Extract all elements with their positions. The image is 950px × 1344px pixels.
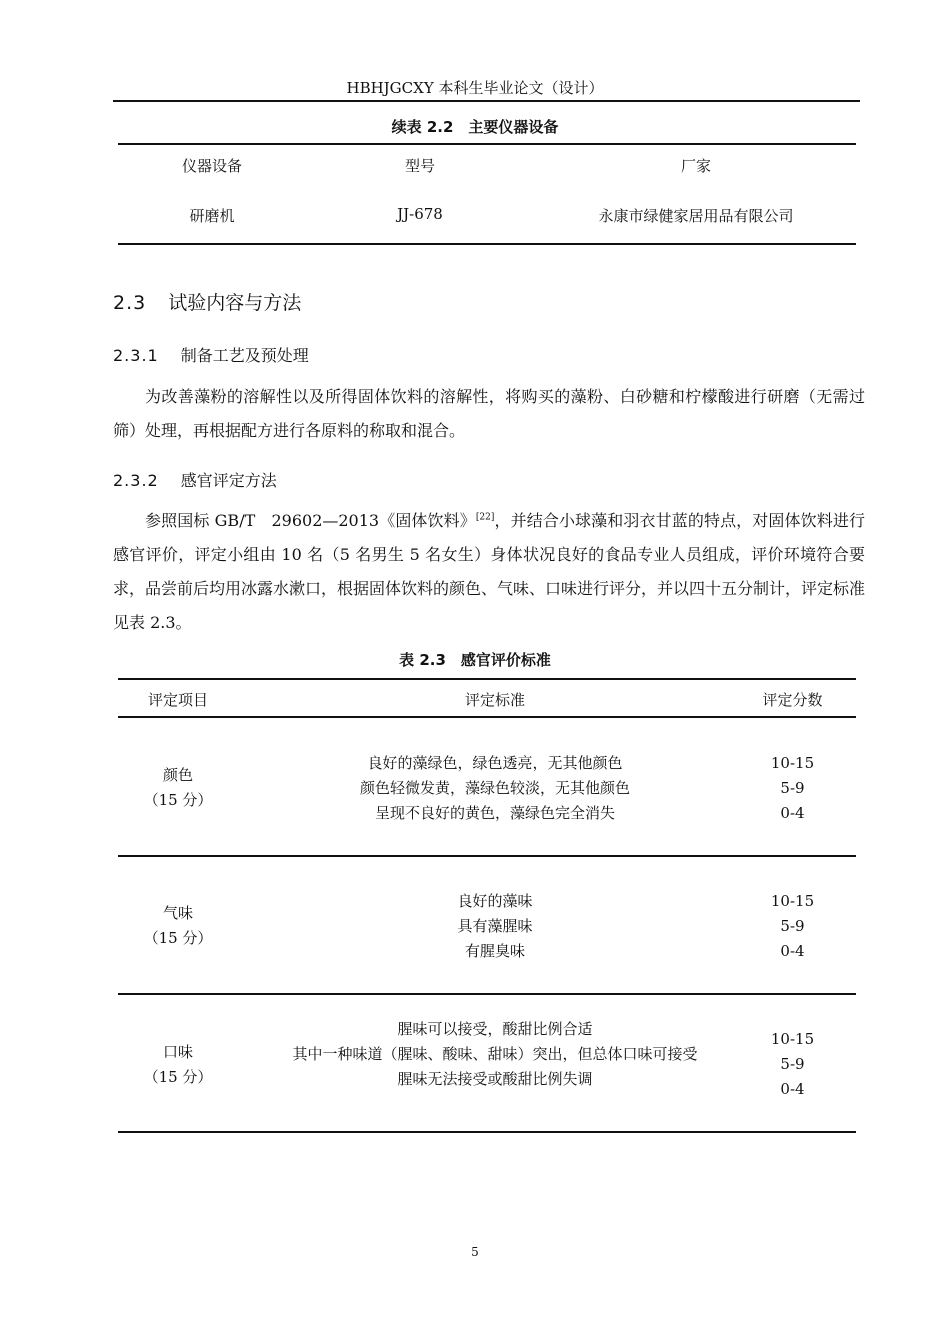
table-2-3-header-criteria: 评定标准 bbox=[464, 691, 525, 709]
table-row-criteria bbox=[285, 889, 705, 964]
criterion: 颜色轻微发黄，藻绿色较淡，无其他颜色 bbox=[359, 779, 630, 797]
table-row-criteria bbox=[285, 751, 705, 826]
table-2-3-caption: 表 2.3 感官评价标准 bbox=[399, 651, 551, 669]
table-row-divider bbox=[118, 993, 856, 995]
criterion: 腥味无法接受或酸甜比例失调 bbox=[397, 1070, 593, 1088]
criterion bbox=[285, 1042, 705, 1067]
section-number: 2.3 bbox=[113, 292, 147, 314]
subsection-number-2: 2.3.2 bbox=[113, 471, 159, 490]
table-2-3-top-rule bbox=[118, 678, 856, 680]
table-row-criteria bbox=[285, 1017, 705, 1092]
score: 0-4 bbox=[780, 804, 805, 822]
criterion: 有腥臭味 bbox=[464, 942, 525, 960]
subsection-number-1: 2.3.1 bbox=[113, 346, 159, 365]
criterion: 良好的藻味 bbox=[457, 892, 533, 910]
header-rule bbox=[113, 100, 860, 102]
criterion: 具有藻腥味 bbox=[457, 917, 533, 935]
subsection-title-2: 感官评定方法 bbox=[180, 471, 277, 490]
running-header: HBHJGCXY 本科生毕业论文（设计） bbox=[346, 79, 604, 97]
score: 0-4 bbox=[780, 1080, 805, 1098]
citation-ref: [22] bbox=[475, 512, 495, 523]
table-2-2-header-model: 型号 bbox=[404, 157, 435, 175]
table-row-divider bbox=[118, 855, 856, 857]
table-2-2-header-maker: 厂家 bbox=[680, 157, 711, 175]
table-2-2-caption: 续表 2.2 主要仪器设备 bbox=[391, 118, 559, 136]
criterion: 呈现不良好的黄色，藻绿色完全消失 bbox=[374, 804, 615, 822]
criterion: 良好的藻绿色，绿色透亮，无其他颜色 bbox=[367, 754, 623, 772]
table-2-3-header-rule bbox=[118, 716, 856, 718]
item-name: 颜色 bbox=[162, 766, 193, 784]
table-2-3-header-score: 评定分数 bbox=[762, 691, 823, 709]
table-row-scores bbox=[735, 889, 850, 964]
score: 5-9 bbox=[780, 1055, 805, 1073]
section-heading bbox=[113, 288, 301, 315]
table-row-scores bbox=[735, 751, 850, 826]
subsection-heading-2 bbox=[113, 468, 277, 491]
item-points: （15 分） bbox=[143, 791, 213, 809]
table-2-2-cell-equipment: 研磨机 bbox=[189, 207, 235, 225]
paragraph-sensory-method bbox=[113, 504, 865, 640]
score: 5-9 bbox=[780, 779, 805, 797]
score: 10-15 bbox=[770, 892, 815, 910]
subsection-heading-1 bbox=[113, 343, 309, 366]
table-row-scores bbox=[735, 1027, 850, 1102]
criterion-wrapped: 其中一种味道（腥味、酸味、甜味）突出，但总体口味可接受 bbox=[292, 1045, 698, 1063]
table-2-2-cell-maker: 永康市绿健家居用品有限公司 bbox=[598, 207, 794, 225]
table-row-item bbox=[118, 763, 238, 813]
table-row-item bbox=[118, 1040, 238, 1090]
item-points: （15 分） bbox=[143, 1068, 213, 1086]
score: 10-15 bbox=[770, 1030, 815, 1048]
table-2-2-header-equipment: 仪器设备 bbox=[181, 157, 242, 175]
page-number: 5 bbox=[471, 1245, 479, 1259]
paragraph-text-before-ref: 参照国标 GB/T 29602—2013《固体饮料》 bbox=[145, 511, 476, 530]
score: 10-15 bbox=[770, 754, 815, 772]
table-2-2-top-rule bbox=[118, 143, 856, 145]
item-points: （15 分） bbox=[143, 929, 213, 947]
table-2-3-header-item: 评定项目 bbox=[147, 691, 208, 709]
table-2-3-bottom-rule bbox=[118, 1131, 856, 1133]
paragraph-preprocessing: 为改善藻粉的溶解性以及所得固体饮料的溶解性，将购买的藻粉、白砂糖和柠檬酸进行研磨（无需过筛）处理，再根据配方进行各原料的称取和混合。 bbox=[113, 387, 865, 440]
section-title: 试验内容与方法 bbox=[168, 292, 302, 314]
score: 5-9 bbox=[780, 917, 805, 935]
table-2-2-cell-model: JJ-678 bbox=[397, 205, 443, 223]
subsection-title-1: 制备工艺及预处理 bbox=[180, 346, 309, 365]
item-name: 口味 bbox=[162, 1043, 193, 1061]
item-name: 气味 bbox=[162, 904, 193, 922]
table-row-item bbox=[118, 901, 238, 951]
table-2-2-bottom-rule bbox=[118, 243, 856, 245]
paragraph-text-after-ref: ，并结合小球藻和羽衣甘蓝的特点，对固体饮料进行感官评价，评定小组由 10 名（5 名男生 5 名女生）身体状况良好的食品专业人员组成，评价环境符合要求，品尝前后均用冰露水漱口，根据固体饮料的颜色、气味、口味进行评分，并以四十五分制计，评定标准见表 2.3。 bbox=[113, 511, 866, 632]
criterion: 腥味可以接受，酸甜比例合适 bbox=[397, 1020, 593, 1038]
score: 0-4 bbox=[780, 942, 805, 960]
